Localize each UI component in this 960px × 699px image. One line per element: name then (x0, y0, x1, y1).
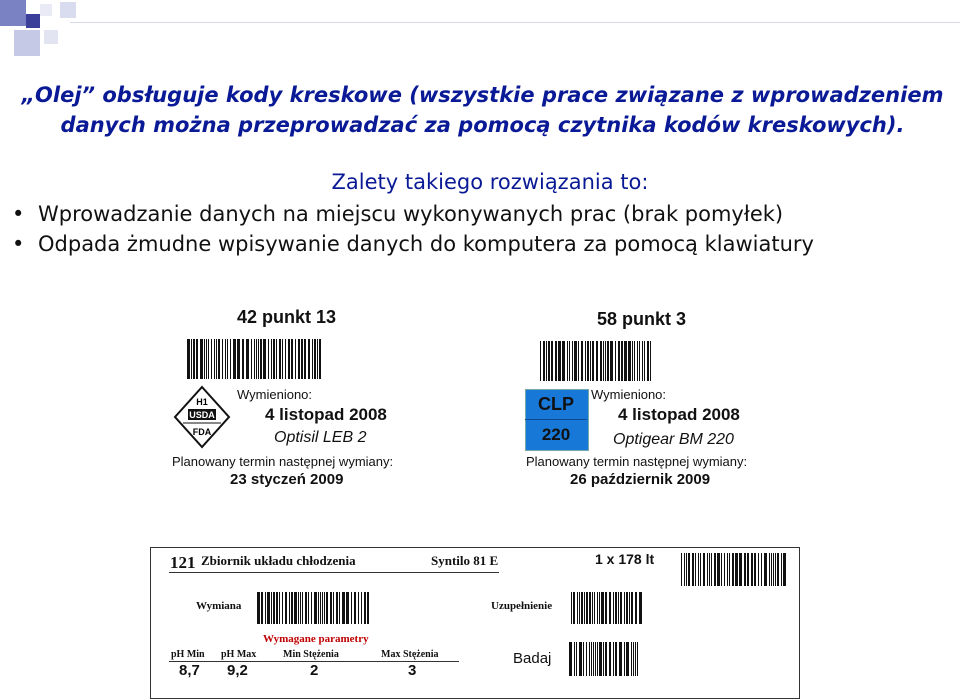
barcode-bar (681, 553, 682, 586)
barcode-bar (282, 592, 283, 624)
barcode-bar (222, 339, 223, 379)
label-title: 58 punkt 3 (597, 309, 687, 329)
tag-number: 121 (170, 553, 196, 572)
product-name: Optigear BM 220 (613, 431, 734, 448)
param-value-min-conc: 2 (310, 662, 319, 679)
barcode-bar (551, 341, 553, 381)
barcode-bar (256, 339, 257, 379)
barcode-bar (237, 339, 240, 379)
advantages-list (12, 199, 814, 259)
barcode-bar (200, 339, 203, 379)
barcode-bar (727, 553, 728, 586)
barcode-bar (586, 642, 587, 676)
barcode-bar (599, 642, 602, 676)
barcode-bar (714, 553, 716, 586)
barcode-bar (639, 592, 642, 624)
barcode-bar (631, 642, 632, 676)
barcode-bar (279, 592, 280, 624)
barcode-bar (637, 642, 638, 676)
barcode-bar (619, 642, 622, 676)
label-title: 42 punkt 13 (237, 307, 337, 327)
barcode-bar (597, 642, 598, 676)
barcode-bar (647, 341, 649, 381)
barcode-bar (735, 553, 738, 586)
param-label-min-conc: Min Stężenia (283, 649, 339, 660)
barcode-bar (330, 592, 332, 624)
barcode-bar (591, 642, 592, 676)
barcode-bar (562, 341, 565, 381)
tag-barcode-replacement (257, 592, 371, 624)
barcode-bar (342, 592, 345, 624)
tag-quantity: 1 x 178 lt (595, 551, 655, 567)
barcode-bar (298, 592, 299, 624)
barcode-bar (775, 553, 776, 586)
barcode-bar (206, 339, 207, 379)
tag-barcode-topup (571, 592, 643, 624)
advantages-heading: Zalety takiego rozwiązania to: (331, 170, 649, 194)
badge-mid: USDA (189, 410, 215, 420)
barcode-bar (773, 553, 774, 586)
barcode-bar (615, 642, 617, 676)
barcode-bar (637, 341, 638, 381)
param-label-max-conc: Max Stężenia (381, 649, 439, 660)
barcode-bar (214, 339, 215, 379)
barcode-bar (686, 553, 687, 586)
param-label-ph-min: pH Min (171, 649, 205, 660)
barcode-bar (271, 592, 272, 624)
barcode-bar (605, 592, 607, 624)
barcode-bar (769, 553, 770, 586)
param-value-ph-max: 9,2 (227, 662, 248, 679)
barcode-bar (624, 592, 625, 624)
barcode-bar (589, 642, 590, 676)
barcode-bar (263, 339, 266, 379)
barcode-bar (308, 592, 309, 624)
tag-barcode-check (569, 642, 639, 676)
barcode-bar (227, 339, 228, 379)
barcode-bar (592, 341, 594, 381)
barcode-bar (354, 592, 356, 624)
barcode-bar (225, 339, 226, 379)
intro-line-1: „Olej” obsługuje kody kreskowe (wszystkie prace związane z wprowadzeniem (21, 83, 944, 107)
badge-top: H1 (196, 397, 208, 407)
barcode-bar (233, 339, 236, 379)
barcode-bar (291, 592, 293, 624)
barcode-bar (721, 553, 722, 586)
barcode-bar (193, 339, 195, 379)
barcode-bar (596, 341, 598, 381)
tank-tag (150, 547, 800, 699)
barcode-bar (204, 339, 205, 379)
barcode-bar (626, 642, 629, 676)
barcode-bar (320, 592, 321, 624)
barcode-bar (593, 642, 594, 676)
next-date: 26 październik 2009 (570, 471, 711, 488)
param-label-ph-max: pH Max (221, 649, 257, 660)
barcode-bar (208, 339, 209, 379)
barcode-bar (314, 592, 317, 624)
barcode-bar (695, 553, 696, 586)
product-name: Optisil LEB 2 (274, 429, 367, 446)
barcode-bar (777, 553, 779, 586)
barcode-bar (295, 339, 296, 379)
mentioned-label: Wymieniono: (237, 387, 313, 402)
barcode-bar (351, 592, 352, 624)
replaced-date: 4 listopad 2008 (265, 405, 387, 424)
barcode-bar (288, 339, 290, 379)
barcode-bar (607, 341, 609, 381)
barcode-bar (558, 341, 561, 381)
barcode-bar (361, 592, 362, 624)
barcode-bar (273, 592, 275, 624)
barcode-bar (260, 339, 262, 379)
barcode-bar (700, 553, 701, 586)
barcode-bar (764, 553, 767, 586)
next-date: 23 styczeń 2009 (230, 471, 344, 488)
barcode-bar (592, 592, 593, 624)
barcode-bar (294, 592, 297, 624)
barcode-bar (567, 341, 568, 381)
barcode-bar (586, 592, 588, 624)
barcode-bar (246, 339, 249, 379)
barcode-bar (548, 341, 550, 381)
barcode-bar (314, 339, 316, 379)
barcode-bar (242, 339, 244, 379)
badge-bottom: FDA (192, 427, 212, 437)
barcode-bar (639, 341, 640, 381)
tag-product: Syntilo 81 E (431, 553, 499, 568)
barcode-bar (698, 553, 699, 586)
barcode-bar (187, 339, 190, 379)
barcode-bar (609, 642, 611, 676)
barcode-bar (578, 341, 579, 381)
barcode-bar (615, 592, 617, 624)
barcode-bar (261, 592, 263, 624)
barcode-bar (605, 341, 606, 381)
param-value-ph-min: 8,7 (179, 662, 200, 679)
barcode-bar (628, 341, 631, 381)
barcode-bar (305, 592, 307, 624)
barcode-bar (613, 642, 614, 676)
barcode-bar (624, 642, 625, 676)
barcode-bar (692, 553, 694, 586)
barcode-bar (739, 553, 742, 586)
barcode-bar (196, 339, 198, 379)
barcode-bar (230, 339, 231, 379)
barcode-bar (311, 592, 312, 624)
list-item: • Odpada żmudne wpisywanie danych do komputera za pomocą klawiatury (12, 229, 814, 259)
barcode-bar (291, 339, 293, 379)
barcode-bar (257, 592, 260, 624)
barcode-bar (635, 642, 636, 676)
barcode-bar (265, 592, 266, 624)
intro-line-2: danych można przeprowadzać za pomocą czytnika kodów kreskowych). (60, 113, 905, 137)
tag-reservoir: Zbiornik układu chłodzenia (201, 553, 356, 568)
barcode-bar (761, 553, 762, 586)
barcode-bar (312, 339, 313, 379)
barcode-bar (629, 592, 630, 624)
barcode-bar (599, 592, 600, 624)
tag-underline (169, 572, 499, 573)
barcode-bar (336, 592, 338, 624)
barcode-bar (364, 592, 366, 624)
barcode-bar (317, 339, 318, 379)
barcode-bar (783, 553, 786, 586)
barcode-bar (285, 592, 287, 624)
barcode-bar (724, 553, 725, 586)
label-card-1 (170, 305, 420, 500)
tag-required: Wymagane parametry (263, 633, 369, 645)
barcode-bar (609, 592, 611, 624)
param-value-max-conc: 3 (408, 662, 417, 679)
intro-text (10, 80, 955, 140)
tag-barcode-main (681, 553, 789, 586)
barcode-bar (595, 642, 596, 676)
barcode-bar (579, 642, 582, 676)
barcode-bar (684, 553, 685, 586)
barcode-bar (346, 592, 349, 624)
barcode-bar (650, 341, 651, 381)
barcode-bar (587, 341, 589, 381)
barcode-bar (555, 341, 557, 381)
planned-label: Planowany termin następnej wymiany: (526, 454, 748, 469)
barcode-bar (540, 341, 541, 381)
barcode-bar (581, 341, 583, 381)
bullet-icon: • (12, 202, 25, 226)
barcode-bar (751, 553, 753, 586)
barcode-bar (589, 592, 591, 624)
label-barcode (540, 341, 652, 381)
barcode-bar (688, 553, 690, 586)
barcode-bar (603, 341, 604, 381)
barcode-bar (569, 642, 572, 676)
barcode-bar (605, 642, 607, 676)
barcode-bar (590, 341, 591, 381)
barcode-bar (271, 339, 272, 379)
barcode-bar (543, 341, 545, 381)
barcode-bar (618, 341, 620, 381)
barcode-bar (584, 592, 585, 624)
barcode-bar (258, 339, 259, 379)
barcode-bar (285, 339, 286, 379)
barcode-bar (631, 592, 633, 624)
barcode-bar (707, 553, 708, 586)
barcode-bar (298, 339, 300, 379)
barcode-bar (644, 341, 645, 381)
barcode-bar (216, 339, 217, 379)
barcode-bar (367, 592, 369, 624)
barcode-bar (581, 592, 583, 624)
barcode-bar (635, 592, 637, 624)
barcode-bar (618, 592, 619, 624)
barcode-bar (326, 592, 328, 624)
barcode-bar (333, 592, 334, 624)
barcode-bar (546, 341, 547, 381)
barcode-bar (633, 642, 634, 676)
list-item: • Wprowadzanie danych na miejscu wykonywanych prac (brak pomyłek) (12, 199, 814, 229)
barcode-bar (583, 642, 584, 676)
barcode-bar (211, 339, 212, 379)
barcode-bar (268, 339, 269, 379)
planned-label: Planowany termin następnej wymiany: (172, 454, 394, 469)
replaced-date: 4 listopad 2008 (618, 405, 740, 424)
barcode-bar (289, 592, 290, 624)
barcode-bar (574, 341, 577, 381)
barcode-bar (717, 553, 720, 586)
barcode-bar (318, 592, 319, 624)
barcode-bar (301, 339, 303, 379)
barcode-bar (571, 592, 572, 624)
barcode-bar (771, 553, 772, 586)
barcode-bar (358, 592, 359, 624)
barcode-bar (624, 341, 627, 381)
usda-fda-icon (173, 385, 231, 449)
barcode-bar (634, 341, 635, 381)
barcode-bar (218, 339, 220, 379)
barcode-bar (732, 553, 734, 586)
barcode-bar (300, 592, 301, 624)
badge-top: CLP (538, 394, 574, 414)
barcode-bar (626, 592, 628, 624)
barcode-bar (573, 592, 575, 624)
barcode-bar (601, 592, 604, 624)
barcode-bar (319, 339, 321, 379)
barcode-bar (282, 339, 283, 379)
tag-topup: Uzupełnienie (491, 600, 553, 612)
barcode-bar (339, 592, 340, 624)
barcode-bar (273, 339, 275, 379)
barcode-bar (711, 553, 712, 586)
barcode-bar (572, 341, 573, 381)
barcode-bar (642, 341, 643, 381)
barcode-bar (621, 341, 623, 381)
barcode-bar (729, 553, 730, 586)
barcode-bar (324, 592, 325, 624)
barcode-bar (747, 553, 749, 586)
bullet-icon: • (12, 232, 25, 256)
barcode-bar (597, 592, 598, 624)
barcode-bar (758, 553, 759, 586)
barcode-bar (744, 553, 746, 586)
label-card-2 (524, 305, 774, 500)
clp-badge (525, 389, 587, 450)
barcode-bar (632, 341, 633, 381)
barcode-bar (594, 592, 595, 624)
barcode-bar (267, 592, 270, 624)
barcode-bar (576, 642, 577, 676)
barcode-bar (613, 592, 614, 624)
mentioned-label: Wymieniono: (591, 387, 667, 402)
badge-bottom: 220 (525, 419, 587, 450)
barcode-bar (620, 592, 622, 624)
barcode-bar (322, 592, 323, 624)
barcode-bar (569, 341, 570, 381)
barcode-bar (304, 339, 306, 379)
barcode-bar (781, 553, 782, 586)
barcode-bar (302, 592, 303, 624)
tag-replacement: Wymiana (196, 600, 242, 612)
barcode-bar (251, 339, 252, 379)
barcode-bar (574, 642, 575, 676)
barcode-bar (254, 339, 255, 379)
barcode-bar (276, 592, 278, 624)
barcode-bar (600, 341, 602, 381)
barcode-bar (703, 553, 705, 586)
barcode-bar (191, 339, 192, 379)
barcode-bar (603, 642, 604, 676)
barcode-bar (615, 341, 616, 381)
label-barcode (187, 339, 321, 379)
tag-check: Badaj (513, 650, 552, 667)
barcode-bar (579, 592, 580, 624)
barcode-bar (754, 553, 756, 586)
barcode-bar (279, 339, 281, 379)
barcode-bar (577, 592, 578, 624)
barcode-bar (610, 341, 613, 381)
barcode-bar (308, 339, 310, 379)
barcode-bar (709, 553, 710, 586)
barcode-bar (276, 339, 277, 379)
barcode-bar (585, 341, 586, 381)
